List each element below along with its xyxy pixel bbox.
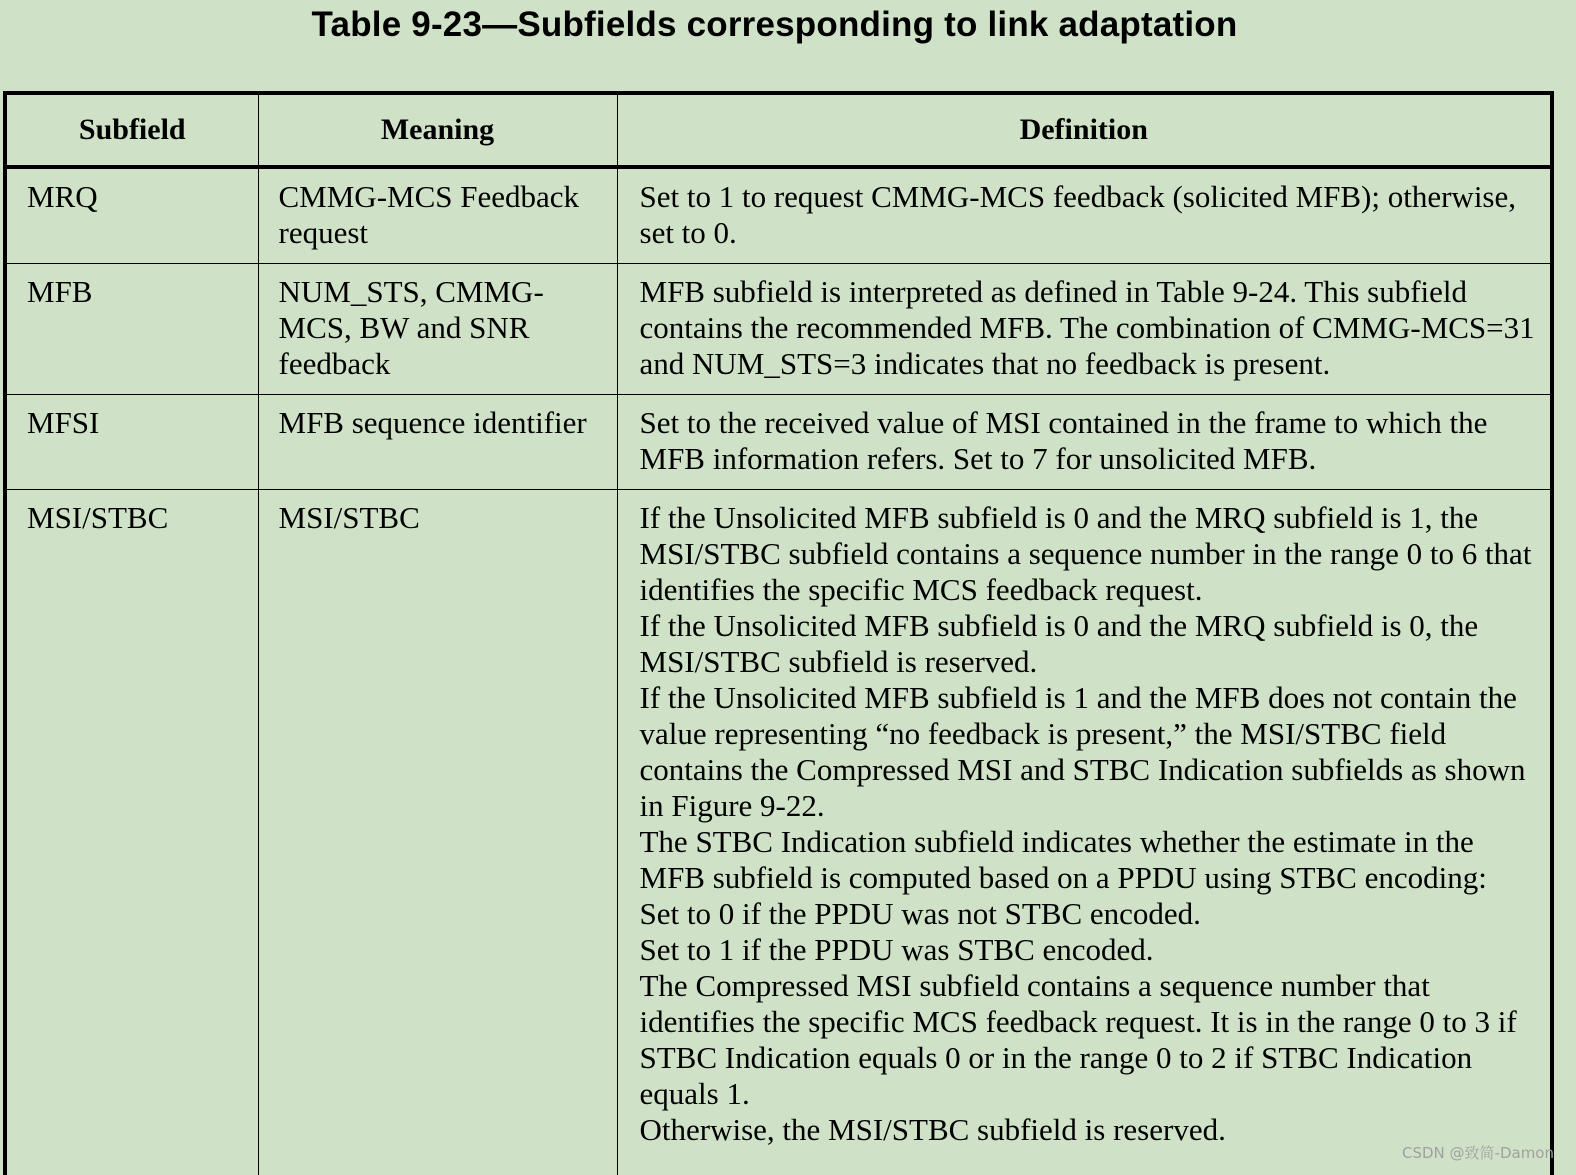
watermark: CSDN @致简-Damon — [1402, 1144, 1554, 1162]
definition-cell — [617, 264, 1550, 395]
subfield-cell: MFB — [7, 264, 258, 395]
header-row — [7, 95, 1550, 167]
table-row — [7, 490, 1550, 1175]
header-subfield: Subfield — [7, 95, 258, 167]
header-meaning: Meaning — [258, 95, 617, 167]
table-title: Table 9-23—Subfields corresponding to link adaptation — [311, 5, 1238, 44]
definition-line: If the Unsolicited MFB subfield is 1 and the MFB does not contain the value representing “no feedback is present,” the MSI/STBC field contains the Compressed MSI and STBC Indication subfields as shown in Figure 9-22. — [639, 680, 1526, 823]
definition-line: Set to the received value of MSI contained in the frame to which the MFB information refers. Set to 7 for unsolicited MFB. — [639, 405, 1488, 476]
definition-cell — [617, 395, 1550, 490]
meaning-cell: MSI/STBC — [258, 490, 617, 1175]
table-frame — [3, 91, 1554, 1175]
table-row — [7, 395, 1550, 490]
definition-line: Otherwise, the MSI/STBC subfield is reserved. — [639, 1112, 1226, 1147]
table-row — [7, 167, 1550, 264]
header-definition: Definition — [617, 95, 1550, 167]
definition-line: MFB subfield is interpreted as defined in Table 9-24. This subfield contains the recommended MFB. The combination of CMMG-MCS=31 and NUM_STS=3 indicates that no feedback is present. — [639, 274, 1535, 381]
definition-line: Set to 0 if the PPDU was not STBC encoded. — [639, 896, 1201, 931]
subfield-cell: MFSI — [7, 395, 258, 490]
definition-cell — [617, 167, 1550, 264]
definition-line: If the Unsolicited MFB subfield is 0 and the MRQ subfield is 0, the MSI/STBC subfield is reserved. — [639, 608, 1479, 679]
meaning-cell: NUM_STS, CMMG-MCS, BW and SNR feedback — [258, 264, 617, 395]
subfield-cell: MSI/STBC — [7, 490, 258, 1175]
definition-line: Set to 1 if the PPDU was STBC encoded. — [639, 932, 1154, 967]
link-adaptation-table — [7, 95, 1550, 1175]
table-row — [7, 264, 1550, 395]
definition-line: If the Unsolicited MFB subfield is 0 and the MRQ subfield is 1, the MSI/STBC subfield contains a sequence number in the range 0 to 6 that identifies the specific MCS feedback request. — [639, 500, 1532, 607]
subfield-cell: MRQ — [7, 167, 258, 264]
definition-cell — [617, 490, 1550, 1175]
definition-line: Set to 1 to request CMMG-MCS feedback (solicited MFB); otherwise, set to 0. — [639, 179, 1517, 250]
meaning-cell: CMMG-MCS Feedback request — [258, 167, 617, 264]
definition-line: The Compressed MSI subfield contains a sequence number that identifies the specific MCS feedback request. It is in the range 0 to 3 if STBC Indication equals 0 or in the range 0 to 2 if STBC Indication equals 1. — [639, 968, 1517, 1111]
definition-line: The STBC Indication subfield indicates whether the estimate in the MFB subfield is computed based on a PPDU using STBC encoding: — [639, 824, 1487, 895]
meaning-cell: MFB sequence identifier — [258, 395, 617, 490]
